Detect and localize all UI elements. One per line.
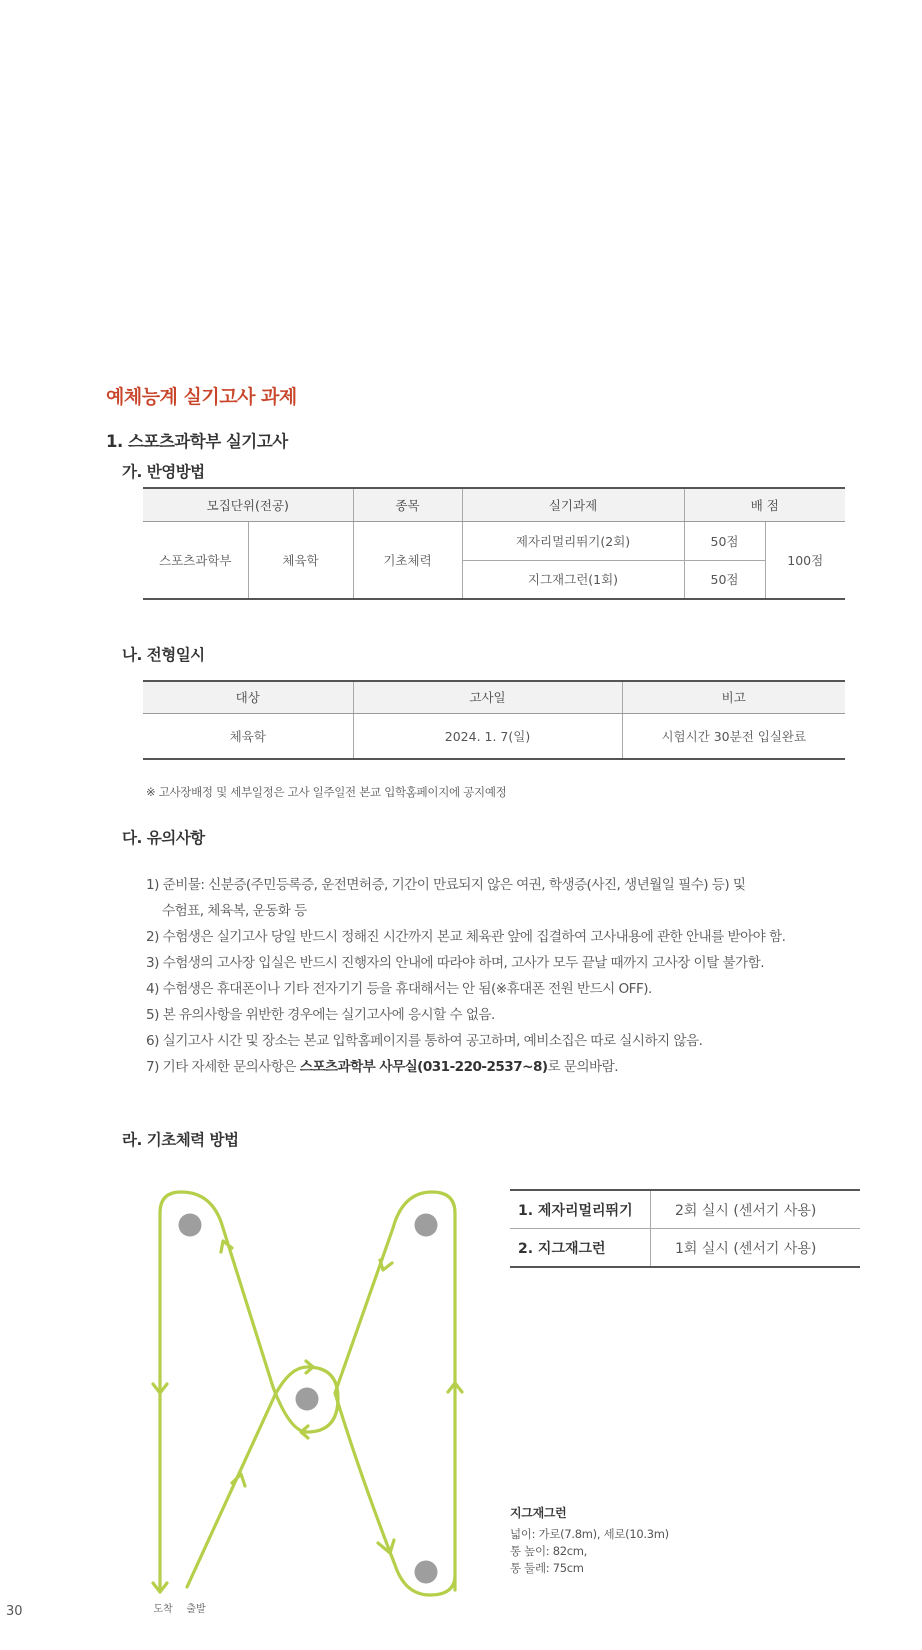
header-event: 종목 (353, 488, 462, 521)
spec-line: 통 높이: 82cm, (510, 1544, 588, 1558)
method-detail: 1회 실시 (센서기 사용) (651, 1229, 861, 1268)
contact-office: 스포츠과학부 사무실(031-220-2537~8) (299, 1059, 548, 1075)
cell-task-score: 50점 (684, 521, 765, 560)
caution-item: 3) 수험생의 고사장 입실은 반드시 진행자의 안내에 따라야 하며, 고사가 모두 끝날 때까지 고사장 이탈 불가함. (146, 955, 764, 971)
cell-total-score: 100점 (765, 521, 845, 599)
contact-suffix: 로 문의바람. (547, 1059, 618, 1075)
cell-unit-department: 스포츠과학부 (159, 552, 232, 568)
caution-item: 4) 수험생은 휴대폰이나 기타 전자기기 등을 휴대해서는 안 됨(※휴대폰 전원 반드시 OFF). (146, 981, 652, 997)
header-task: 실기과제 (462, 488, 684, 521)
cone-marker (415, 1561, 438, 1584)
header-score: 배 점 (684, 488, 845, 521)
contact-prefix: 7) 기타 자세한 문의사항은 (146, 1059, 300, 1075)
cone-marker (415, 1214, 438, 1237)
cell-task-score: 50점 (684, 560, 765, 599)
subsection-heading-reflection-method: 가. 반영방법 (122, 463, 205, 481)
method-detail: 2회 실시 (센서기 사용) (675, 1202, 817, 1219)
header-target: 대상 (143, 681, 353, 713)
cell-task-name: 지그재그런(1회) (462, 560, 684, 599)
spec-line: 넓이: 가로(7.8m), 세로(10.3m) (510, 1527, 669, 1541)
header-exam-date: 고사일 (353, 681, 622, 713)
subsection-heading-cautions: 다. 유의사항 (122, 829, 205, 847)
spec-line: 통 둘레: 75cm (510, 1561, 584, 1575)
cell-unit-major: 체육학 (248, 521, 353, 599)
page-title: 예체능계 실기고사 과제 (106, 386, 297, 408)
subsection-heading-schedule: 나. 전형일시 (122, 646, 205, 664)
header-recruit-unit: 모집단위(전공) (143, 488, 353, 521)
arrive-label: 도착 (153, 1604, 173, 1615)
zigzag-spec (510, 1505, 669, 1577)
caution-item-continuation: 수험표, 체육복, 운동화 등 (162, 903, 307, 919)
cone-marker (296, 1388, 319, 1411)
page-number: 30 (6, 1604, 23, 1619)
fitness-method-table (510, 1189, 860, 1268)
spec-title: 지그재그런 (510, 1506, 567, 1520)
cell-task-name: 제자리멀리뛰기(2회) (462, 521, 684, 560)
cell-target: 체육학 (229, 728, 266, 744)
subsection-heading-fitness-method: 라. 기초체력 방법 (122, 1131, 239, 1149)
cone-marker (179, 1214, 202, 1237)
section-heading-sports-science: 1. 스포츠과학부 실기고사 (106, 432, 288, 451)
direction-arrow (380, 1260, 392, 1270)
schedule-note: ※ 고사장배정 및 세부일정은 고사 일주일전 본교 입학홈페이지에 공지예정 (146, 785, 507, 799)
start-label: 출발 (186, 1604, 206, 1615)
cell-remarks: 시험시간 30분전 입실완료 (622, 713, 845, 759)
caution-item: 2) 수험생은 실기고사 당일 반드시 정해진 시간까지 본교 체육관 앞에 집결하여 고사내용에 관한 안내를 받아야 함. (146, 929, 786, 945)
method-name: 2. 지그재그런 (510, 1229, 651, 1268)
caution-item: 1) 준비물: 신분증(주민등록증, 운전면허증, 기간이 만료되지 않은 여권, 학생증(사진, 생년월일 필수) 등) 및 (146, 877, 746, 893)
caution-item: 5) 본 유의사항을 위반한 경우에는 실기고사에 응시할 수 없음. (146, 1007, 495, 1023)
zigzag-path (335, 1192, 455, 1595)
caution-item: 6) 실기고사 시간 및 장소는 본교 입학홈페이지를 통하여 공고하며, 예비소집은 따로 실시하지 않음. (146, 1033, 703, 1049)
method-name: 1. 제자리멀리뛰기 (510, 1190, 651, 1229)
cell-event: 기초체력 (353, 521, 462, 599)
cell-exam-date: 2024. 1. 7(일) (353, 713, 622, 759)
header-remarks: 비고 (622, 681, 845, 713)
